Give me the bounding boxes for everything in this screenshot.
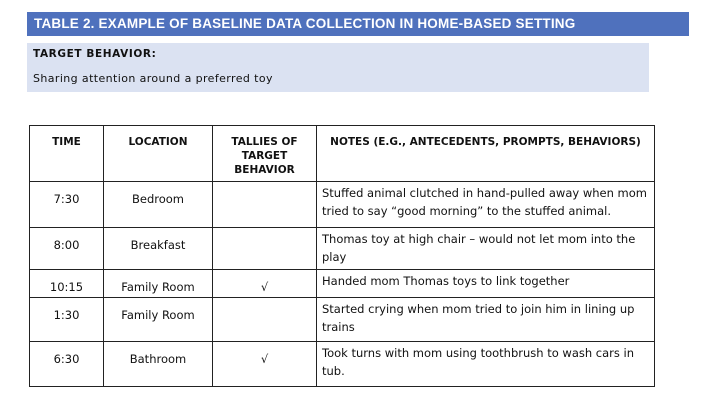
target-behavior-box (27, 43, 649, 92)
table-title: TABLE 2. EXAMPLE OF BASELINE DATA COLLECTION IN HOME-BASED SETTING (27, 12, 689, 36)
cell-tally (213, 298, 317, 342)
cell-time: 10:15 (30, 270, 104, 298)
cell-time: 8:00 (30, 228, 104, 270)
cell-time: 1:30 (30, 298, 104, 342)
cell-tally (213, 182, 317, 228)
table-row (30, 270, 655, 298)
cell-notes: Started crying when mom tried to join him in lining up trains (317, 298, 655, 342)
target-behavior-value: Sharing attention around a preferred toy (33, 72, 273, 85)
header-time: TIME (30, 126, 104, 182)
cell-time: 7:30 (30, 182, 104, 228)
table-header-row (30, 126, 655, 182)
header-notes: NOTES (E.G., ANTECEDENTS, PROMPTS, BEHAVIORS) (317, 126, 655, 182)
table-row (30, 342, 655, 387)
cell-notes: Stuffed animal clutched in hand-pulled away when mom tried to say “good morning” to the stuffed animal. (317, 182, 655, 228)
cell-location: Family Room (104, 298, 213, 342)
header-location: LOCATION (104, 126, 213, 182)
target-behavior-heading: TARGET BEHAVIOR: (33, 48, 157, 60)
cell-location: Bathroom (104, 342, 213, 387)
cell-tally: √ (213, 270, 317, 298)
header-tallies: TALLIES OF TARGET BEHAVIOR (213, 126, 317, 182)
cell-time: 6:30 (30, 342, 104, 387)
cell-location: Family Room (104, 270, 213, 298)
baseline-data-table (29, 125, 655, 387)
cell-notes: Thomas toy at high chair – would not let mom into the play (317, 228, 655, 270)
table-row (30, 298, 655, 342)
table-row (30, 182, 655, 228)
cell-location: Breakfast (104, 228, 213, 270)
cell-tally (213, 228, 317, 270)
cell-notes: Handed mom Thomas toys to link together (317, 270, 655, 298)
cell-tally: √ (213, 342, 317, 387)
cell-location: Bedroom (104, 182, 213, 228)
cell-notes: Took turns with mom using toothbrush to wash cars in tub. (317, 342, 655, 387)
table-row (30, 228, 655, 270)
